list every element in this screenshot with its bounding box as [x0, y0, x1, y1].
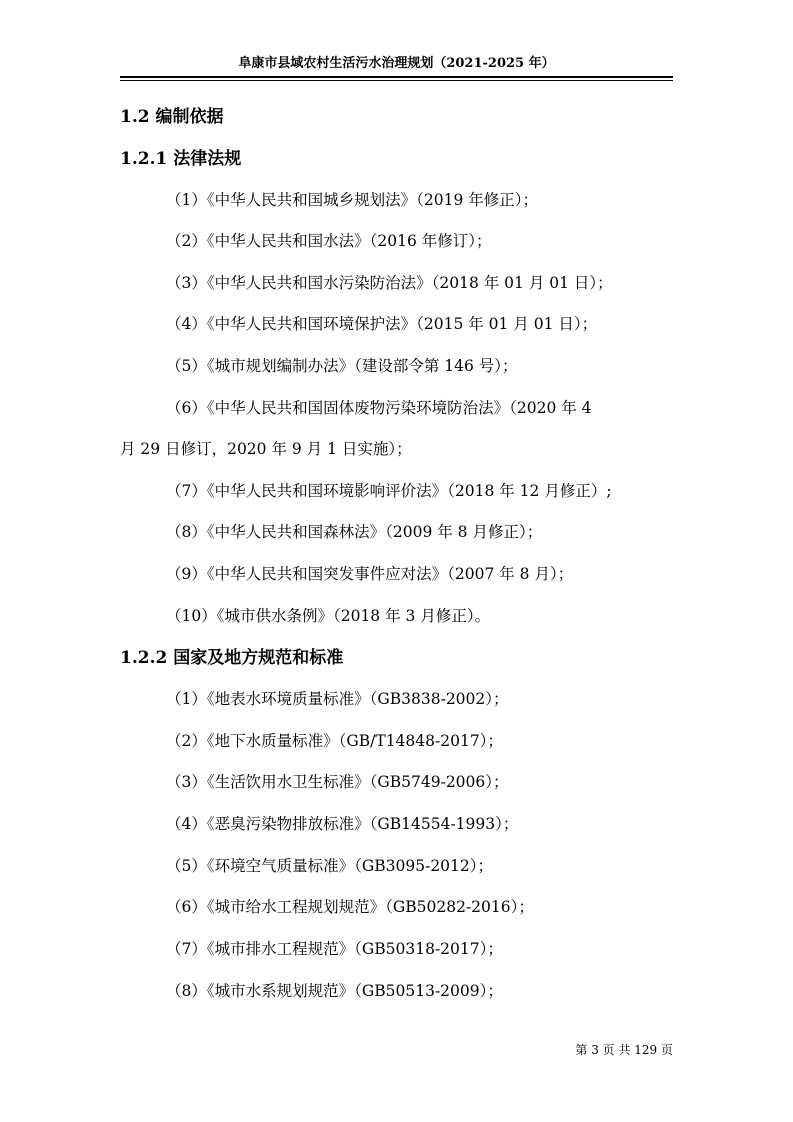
law-item: （2）《中华人民共和国水法》（2016 年修订）；: [166, 232, 492, 250]
subsection-heading-standards: 1.2.2 国家及地方规范和标准: [120, 648, 344, 668]
law-item: （4）《中华人民共和国环境保护法》（2015 年 01 月 01 日）；: [166, 315, 598, 333]
standard-item: （5）《环境空气质量标准》（GB3095-2012）；: [166, 857, 494, 875]
page-number: 第 3 页 共 129 页: [575, 1043, 673, 1057]
standard-item: （6）《城市给水工程规划规范》（GB50282-2016）；: [166, 898, 534, 916]
law-item: （9）《中华人民共和国突发事件应对法》（2007 年 8 月）；: [166, 565, 574, 583]
law-item: （5）《城市规划编制办法》（建设部令第 146 号）；: [166, 357, 518, 375]
subsection-heading-laws: 1.2.1 法律法规: [120, 149, 242, 169]
law-item: （3）《中华人民共和国水污染防治法》（2018 年 01 月 01 日）；: [166, 274, 613, 292]
standard-item: （4）《恶臭污染物排放标准》（GB14554-1993）；: [166, 815, 519, 833]
law-item: （10）《城市供水条例》（2018 年 3 月修正）。: [166, 607, 491, 625]
law-item-continuation: 月 29 日修订，2020 年 9 月 1 日实施）；: [120, 440, 412, 458]
law-item: （1）《中华人民共和国城乡规划法》（2019 年修正）；: [166, 191, 538, 209]
law-item: （8）《中华人民共和国森林法》（2009 年 8 月修正）；: [166, 523, 543, 541]
header-rule-thin: [120, 80, 673, 81]
standard-item: （7）《城市排水工程规范》（GB50318-2017）；: [166, 940, 503, 958]
standard-item: （8）《城市水系规划规范》（GB50513-2009）；: [166, 982, 503, 1000]
law-item: （7）《中华人民共和国环境影响评价法》（2018 年 12 月修正）;: [166, 482, 612, 500]
section-heading: 1.2 编制依据: [120, 107, 224, 127]
header-rule-thick: [120, 76, 673, 78]
standard-item: （2）《地下水质量标准》（GB/T14848-2017）；: [166, 732, 503, 750]
standard-item: （1）《地表水环境质量标准》（GB3838-2002）；: [166, 690, 509, 708]
standard-item: （3）《生活饮用水卫生标准》（GB5749-2006）；: [166, 773, 509, 791]
law-item: （6）《中华人民共和国固体废物污染环境防治法》（2020 年 4: [166, 399, 592, 417]
document-header: 阜康市县域农村生活污水治理规划（2021-2025 年）: [238, 56, 555, 71]
